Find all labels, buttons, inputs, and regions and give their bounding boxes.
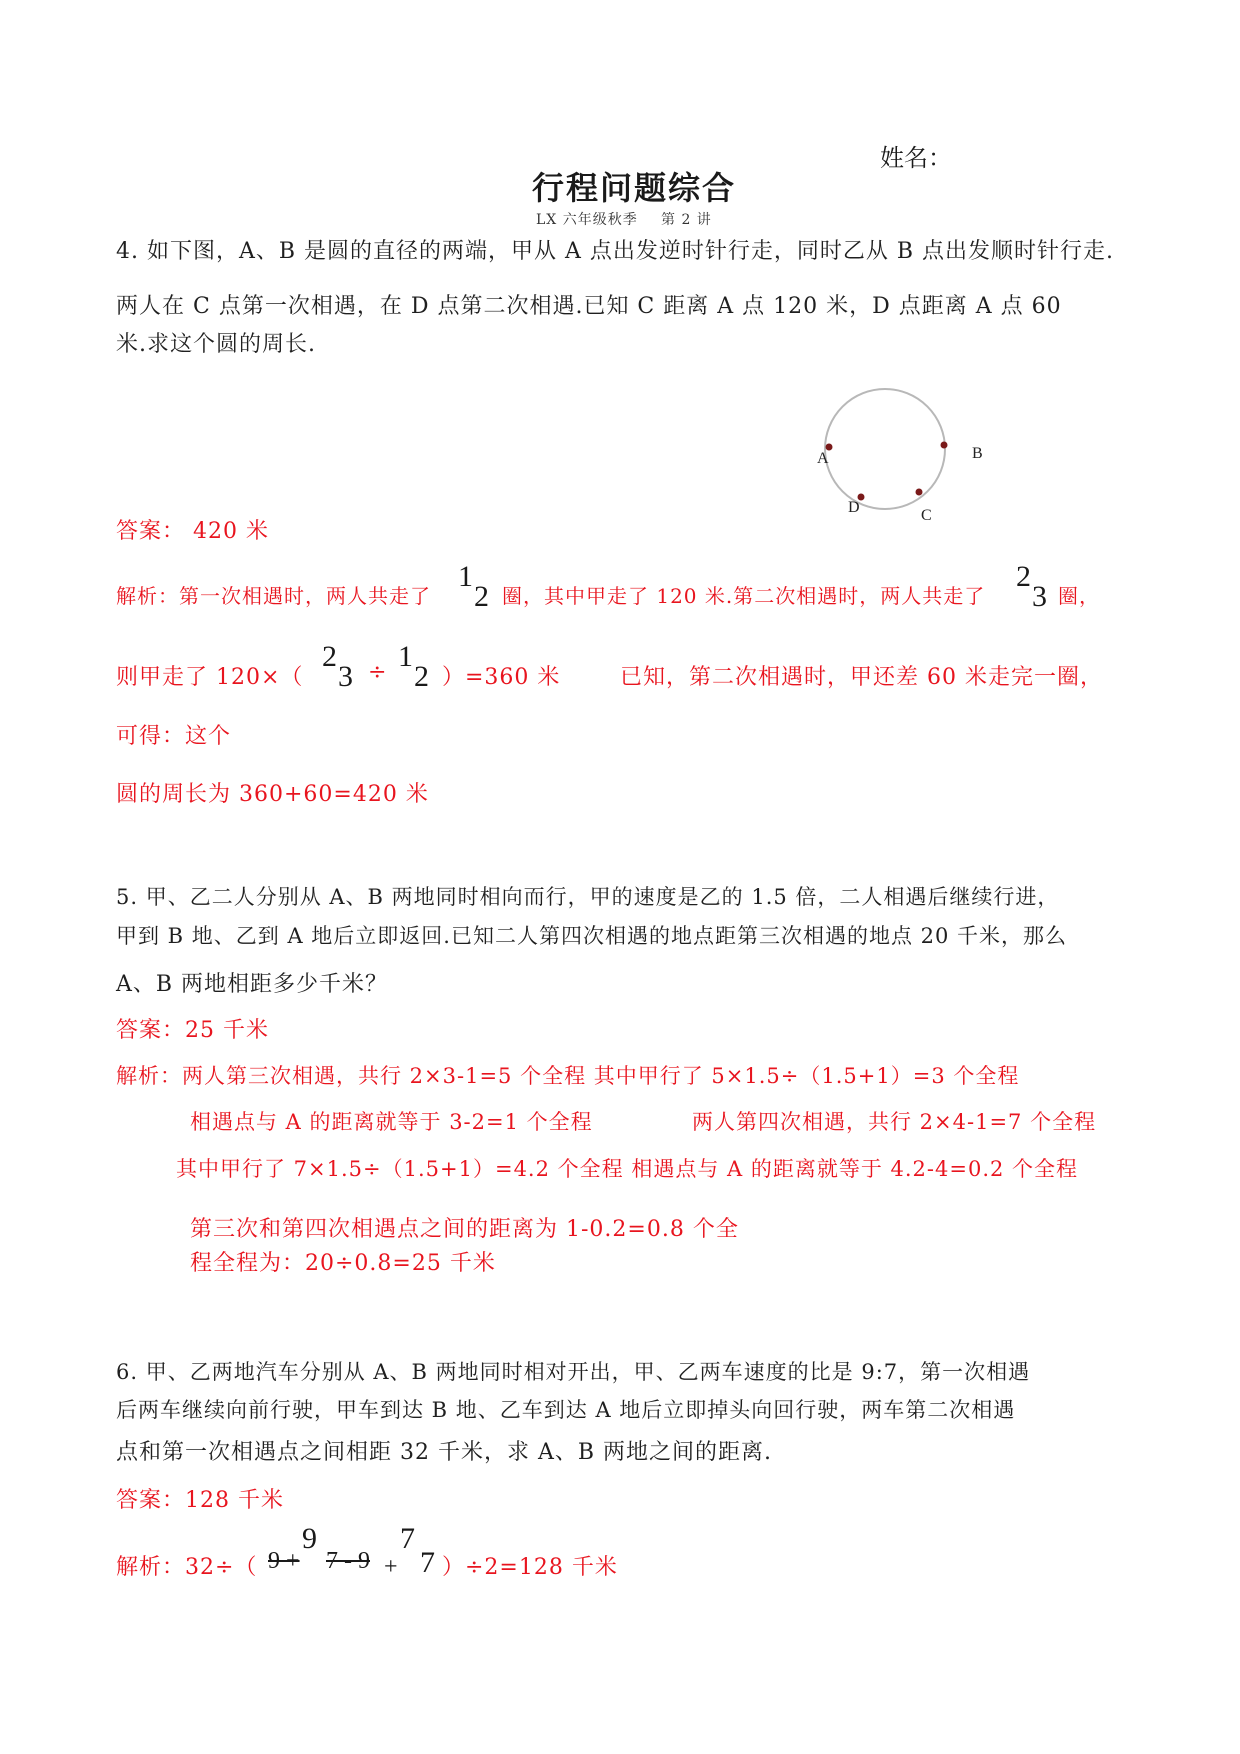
- q4-answer: 答案： 420 米: [116, 519, 269, 544]
- q4-frac-4-den: 2: [414, 660, 429, 693]
- q4-frac-3-den: 3: [338, 660, 353, 693]
- q4-analysis-2b: ）=360 米: [442, 665, 561, 690]
- q6-answer: 答案：128 千米: [116, 1488, 284, 1513]
- q4-analysis-3: 可得：这个: [116, 724, 232, 749]
- q5-analysis-5: 程全程为：20÷0.8=25 千米: [190, 1251, 496, 1276]
- circle-outline: [825, 389, 945, 509]
- q4-analysis-1a: 解析：第一次相遇时，两人共走了: [116, 584, 431, 608]
- q6-analysis-a: 解析：32÷（: [116, 1555, 258, 1580]
- q6-plus: +: [384, 1554, 398, 1580]
- q4-analysis-4: 圆的周长为 360+60=420 米: [116, 782, 429, 807]
- circle-figure: [815, 375, 995, 535]
- page-title: 行程问题综合: [532, 169, 737, 207]
- point-a-label: A: [817, 450, 829, 467]
- q4-div-sign: ÷: [368, 660, 388, 685]
- point-c-dot: [916, 489, 923, 496]
- q4-analysis-1b: 圈，其中甲走了 120 米.第二次相遇时，两人共走了: [502, 584, 986, 608]
- point-b-label: B: [972, 445, 983, 462]
- q5-analysis-4: 第三次和第四次相遇点之间的距离为 1-0.2=0.8 个全: [190, 1217, 739, 1242]
- q6-line-3: 点和第一次相遇点之间相距 32 千米，求 A、B 两地之间的距离.: [116, 1440, 773, 1465]
- subtitle-course: LX 六年级秋季: [536, 212, 638, 228]
- q6-garble-sup-7: 7: [400, 1522, 415, 1555]
- q4-frac-2-num: 2: [1016, 560, 1031, 593]
- q6-line-1: 6. 甲、乙两地汽车分别从 A、B 两地同时相对开出，甲、乙两车速度的比是 9:7，第一次相遇: [116, 1360, 1031, 1384]
- q5-analysis-1: 解析：两人第三次相遇，共行 2×3-1=5 个全程 其中甲行了 5×1.5÷（1.5+1）=3 个全程: [116, 1064, 1020, 1088]
- q4-analysis-1c: 圈，: [1058, 584, 1100, 608]
- q5-line-1: 5. 甲、乙二人分别从 A、B 两地同时相向而行，甲的速度是乙的 1.5 倍，二人相遇后继续行进，: [116, 885, 1060, 909]
- q6-analysis-b: ）÷2=128 千米: [442, 1555, 618, 1580]
- q4-frac-1-den: 2: [474, 580, 489, 613]
- q4-line-1: 4. 如下图，A、B 是圆的直径的两端，甲从 A 点出发逆时针行走，同时乙从 B 点出发顺时针行走.: [116, 239, 1115, 264]
- q6-garble-2: 7 - 9: [326, 1548, 370, 1574]
- q6-line-2: 后两车继续向前行驶，甲车到达 B 地、乙车到达 A 地后立即掉头向回行驶，两车第二次相遇: [116, 1398, 1016, 1422]
- q4-line-3: 米.求这个圆的周长.: [116, 332, 316, 357]
- q5-line-2: 甲到 B 地、乙到 A 地后立即返回.已知二人第四次相遇的地点距第三次相遇的地点 20 千米，那么: [116, 924, 1068, 948]
- q5-line-3: A、B 两地相距多少千米？: [116, 972, 389, 997]
- q4-line-2: 两人在 C 点第一次相遇，在 D 点第二次相遇.已知 C 距离 A 点 120 米，D 点距离 A 点 60: [116, 294, 1062, 319]
- subtitle-lecture: 第 2 讲: [661, 212, 712, 228]
- point-d-label: D: [848, 499, 860, 516]
- q4-analysis-2c: 已知，第二次相遇时，甲还差 60 米走完一圈，: [620, 665, 1103, 690]
- q4-frac-4-num: 1: [398, 640, 413, 673]
- q6-garble-7: 7: [420, 1546, 435, 1579]
- q4-frac-2-den: 3: [1032, 580, 1047, 613]
- q4-frac-3-num: 2: [322, 640, 337, 673]
- point-b-dot: [941, 442, 948, 449]
- q6-garble-sup-9: 9: [302, 1522, 317, 1555]
- q5-analysis-2b: 两人第四次相遇，共行 2×4-1=7 个全程: [692, 1110, 1097, 1134]
- name-label: 姓名：: [880, 144, 952, 172]
- q4-frac-1-num: 1: [458, 560, 473, 593]
- q4-analysis-2a: 则甲走了 120×（: [116, 665, 304, 690]
- q6-garble-1: 9 +: [268, 1548, 300, 1574]
- q5-analysis-2a: 相遇点与 A 的距离就等于 3-2=1 个全程: [190, 1110, 593, 1134]
- point-c-label: C: [921, 507, 932, 524]
- q5-analysis-3: 其中甲行了 7×1.5÷（1.5+1）=4.2 个全程 相遇点与 A 的距离就等于 4.2-4=0.2 个全程: [176, 1157, 1079, 1181]
- q5-answer: 答案：25 千米: [116, 1018, 269, 1043]
